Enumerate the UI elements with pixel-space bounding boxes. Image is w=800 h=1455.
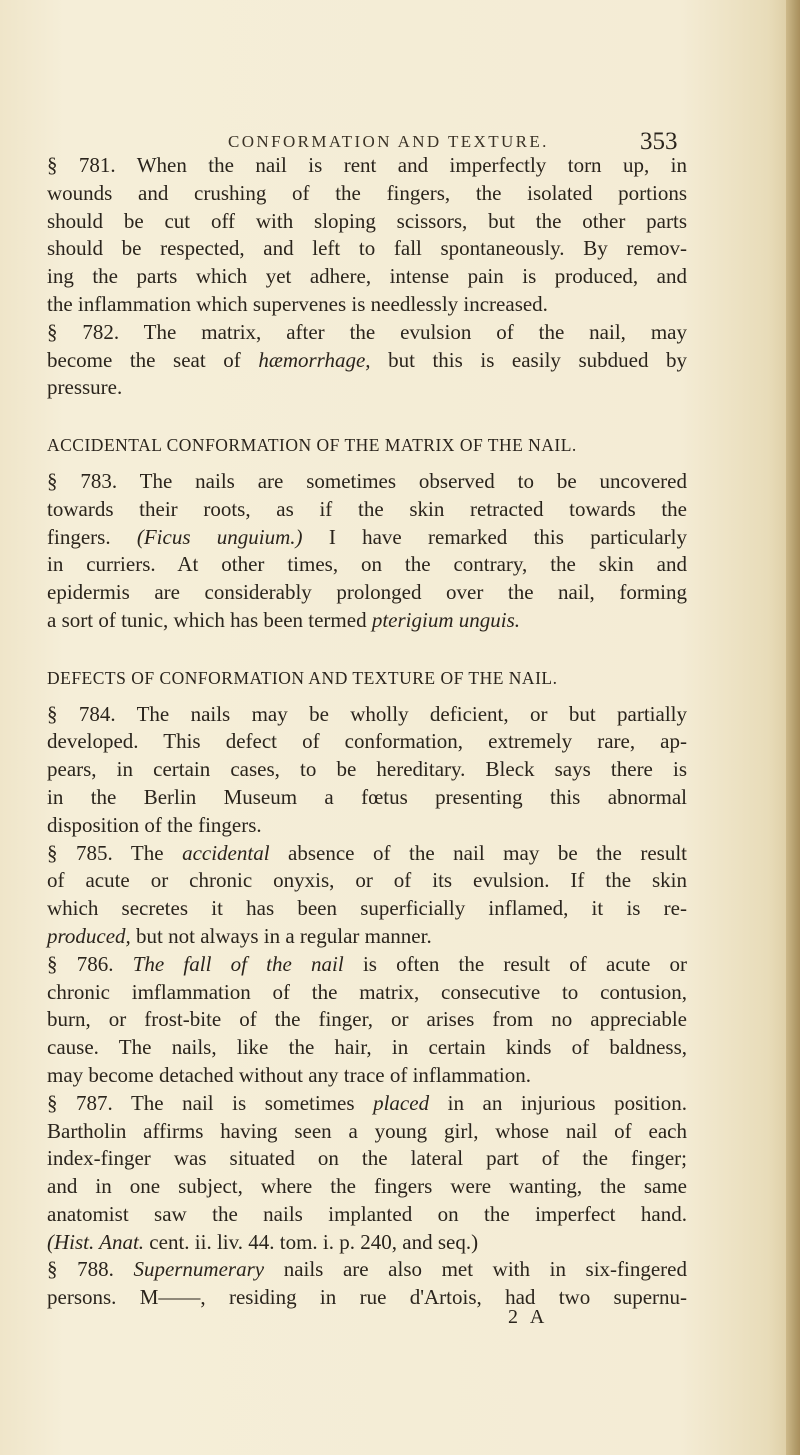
text-line — [47, 1256, 687, 1284]
text-run: but this is easily subdued by — [370, 347, 687, 372]
text-line — [47, 1090, 687, 1118]
italic-term: pterigium unguis. — [371, 607, 520, 632]
text-line: which secretes it has been superficially inflamed, it is re- — [47, 896, 687, 921]
text-line: § 782. The matrix, after the evulsion of the nail, may — [47, 319, 687, 344]
paragraph-788 — [47, 1256, 687, 1312]
paragraph-782 — [47, 319, 687, 402]
running-head: CONFORMATION AND TEXTURE. — [228, 132, 549, 151]
text-run: but not always in a regular manner. — [130, 923, 432, 948]
paragraph-781 — [47, 152, 687, 319]
text-line: should be cut off with sloping scissors, but the other parts — [47, 208, 687, 233]
italic-term: Supernumerary — [133, 1257, 265, 1282]
signature-mark: 2 A — [508, 1306, 549, 1328]
text-line — [47, 840, 687, 868]
paragraph-785 — [47, 840, 687, 951]
text-line — [47, 951, 687, 979]
text-line: pressure. — [47, 375, 123, 400]
paragraph-784 — [47, 701, 687, 840]
text-run: become the seat of — [47, 347, 259, 372]
text-line: in the Berlin Museum a fœtus presenting this abnormal — [47, 784, 687, 809]
text-line — [47, 347, 687, 375]
text-line: in curriers. At other times, on the contrary, the skin and — [47, 552, 687, 577]
italic-term: The fall of the nail — [132, 951, 344, 976]
text-run: I have remarked this particularly — [302, 524, 687, 549]
section-heading: ACCIDENTAL CONFORMATION OF THE MATRIX OF THE NAIL. — [47, 435, 577, 456]
text-line: index-finger was situated on the lateral part of the finger; — [47, 1146, 687, 1171]
body-text — [47, 152, 687, 1312]
italic-term: (Ficus unguium.) — [136, 524, 303, 549]
text-line: persons. M——, residing in rue d'Artois, had two supernu- — [47, 1285, 687, 1310]
text-run: is often the result of acute or — [343, 951, 688, 976]
text-line — [47, 923, 687, 951]
page-edge — [786, 0, 800, 1455]
italic-term: produced, — [47, 923, 131, 948]
text-line: the inflammation which supervenes is needlessly increased. — [47, 291, 548, 316]
text-line: burn, or frost-bite of the finger, or arises from no appreciable — [47, 1007, 687, 1032]
italic-term: placed — [373, 1090, 430, 1115]
text-line: § 784. The nails may be wholly deficient, or but partially — [47, 701, 687, 726]
text-run: absence of the nail may be the result — [269, 840, 687, 865]
text-run: § 786. — [47, 951, 133, 976]
text-line — [47, 607, 687, 635]
text-run: § 788. — [47, 1257, 134, 1282]
text-line: should be respected, and left to fall spontaneously. By remov- — [47, 236, 687, 261]
text-line: pears, in certain cases, to be hereditary. Bleck says there is — [47, 757, 687, 782]
text-run: nails are also met with in six-fingered — [264, 1257, 687, 1282]
text-run: cent. ii. liv. 44. tom. i. p. 240, and seq.) — [144, 1229, 479, 1254]
text-line: wounds and crushing of the fingers, the isolated portions — [47, 180, 687, 205]
text-run: a sort of tunic, which has been termed — [47, 607, 372, 632]
paragraph-787 — [47, 1090, 687, 1257]
text-line: ing the parts which yet adhere, intense pain is produced, and — [47, 264, 687, 289]
text-line: cause. The nails, like the hair, in certain kinds of baldness, — [47, 1035, 687, 1060]
text-line: § 783. The nails are sometimes observed to be uncovered — [47, 468, 687, 493]
text-run: fingers. — [47, 524, 137, 549]
text-line: epidermis are considerably prolonged over the nail, forming — [47, 580, 687, 605]
text-line: and in one subject, where the fingers were wanting, the same — [47, 1174, 687, 1199]
text-line — [47, 1229, 687, 1257]
text-line: towards their roots, as if the skin retracted towards the — [47, 496, 687, 521]
text-line: developed. This defect of conformation, extremely rare, ap- — [47, 729, 687, 754]
text-line: anatomist saw the nails implanted on the imperfect hand. — [47, 1201, 687, 1226]
section-heading: DEFECTS OF CONFORMATION AND TEXTURE OF THE NAIL. — [47, 667, 558, 688]
paragraph-783 — [47, 468, 687, 635]
italic-term: (Hist. Anat. — [47, 1229, 145, 1254]
text-line: Bartholin affirms having seen a young girl, whose nail of each — [47, 1118, 687, 1143]
text-line: disposition of the fingers. — [47, 812, 262, 837]
page-number: 353 — [640, 128, 678, 155]
italic-term: hæmorrhage, — [258, 347, 371, 372]
italic-term: accidental — [182, 840, 270, 865]
paragraph-786 — [47, 951, 687, 1090]
text-line: chronic imflammation of the matrix, consecutive to contusion, — [47, 979, 687, 1004]
text-line: of acute or chronic onyxis, or of its evulsion. If the skin — [47, 868, 687, 893]
text-line: may become detached without any trace of inflammation. — [47, 1062, 531, 1087]
text-run: § 785. The — [47, 840, 183, 865]
text-line — [47, 524, 687, 552]
text-line: § 781. When the nail is rent and imperfectly torn up, in — [47, 153, 687, 177]
text-run: § 787. The nail is sometimes — [47, 1090, 374, 1115]
text-run: in an injurious position. — [429, 1090, 687, 1115]
